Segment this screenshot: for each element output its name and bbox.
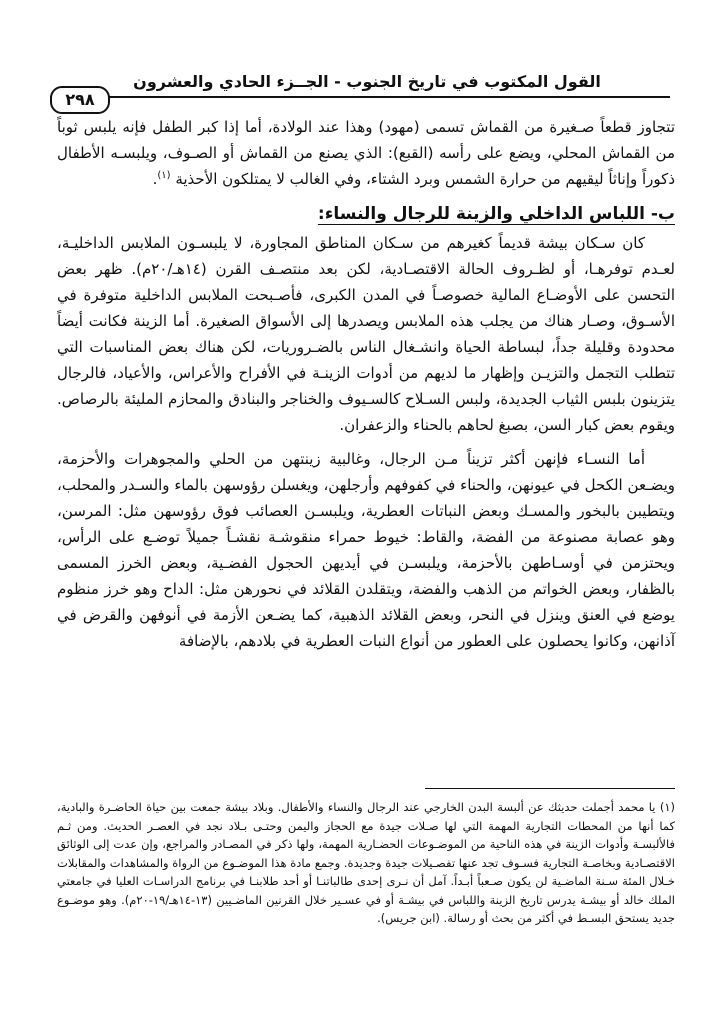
- header-rule: [50, 96, 670, 98]
- paragraph-gap: [57, 438, 675, 446]
- paragraph-1-end: .: [152, 170, 158, 188]
- paragraph-1: [57, 114, 675, 192]
- page-number: ٢٩٨: [50, 86, 110, 114]
- footnote-ref-1: (١): [157, 170, 171, 181]
- paragraph-2: كان سـكان بيشة قديماً كغيرهم من سـكان المناطق المجاورة، لا يلبسـون الملابس الداخليـة، لعـدم توفرهـا، أو لظـروف الحالة الاقتصـادية، لكن بعد منتصـف القرن (١٤هـ/٢٠م). ظهر بعض التحسن على الأوضـاع المالية خصوصـاً في المدن الكبرى، فأصـبحت الملابس الداخلية متوفرة في الأسـوق، وصـار هناك من يجلب هذه الملابس ويصدرها إلى الأسواق الصغيرة. أما الزينة فكانت أيضاً محدودة وقليلة جداً، لبساطة الحياة وانشـغال الناس بالضـروريات، لكن هناك بعض المناسبات التي تتطلب التجمل والتزيـن وإظهار ما لديهم من أدوات الزينـة في الأفراح والأعراس، والأعياد، فالرجال يتزينون بلبس الثياب الجديدة، ولبس السـلاح كالسـيوف والخناجر والبنادق والمحازم المليئة بالرصاص. ويقوم بعض كبار السن، بصبغ لحاهم بالحناء والزعفران.: [57, 234, 675, 434]
- running-header-title: القول المكتوب في تاريخ الجنوب - الجــزء الحادي والعشرون: [133, 72, 601, 91]
- footnote-1: (١) يا محمد أجملت حديثك عن ألبسة البدن الخارجي عند الرجال والنساء والأطفال. وبلاد بيشة جمعت بين حياة الحاضـرة والبادية، كما أنها من المحطات التجارية المهمة التي لها صـلات جيدة مع الحجاز واليمن وحتـى بـلاد نجد في العصـر الحديث. ومن ثـم فالألبسـة وأدوات الزينة في هذه الناحية من الموضـوعات الحضـارية المهمة، ولها ذكر في المصـادر والمراجع، وإن عدت إلى الوثائق الاقتصـادية وبخاصـة التجارية فسـوف تجد عنها تفصـيلات جيدة وجديدة. وجمع مادة هذا الموضـوع من الرواة والمشاهدات والمقابلات خـلال المئة سـنة الماضـية لن يكون صـعباً أبـداً. آمل أن نـرى إحدى طالباتنـا أو أحد طلابنـا في برنامج الدراسـات العليا في جامعتي الملك خالد أو بيشـة يدرس تاريخ الزينة واللباس في بيشـة أو في عسـير خلال القرنين الماضـيين (١٣-١٤هـ/١٩-٢٠م). وهو موضـوع جديد يستحق البسـط في أكثر من بحث أو رسالة. (ابن جريس).: [57, 800, 676, 925]
- footnotes: [57, 798, 675, 928]
- paragraph-1-text: تتجاوز قطعاً صـغيرة من القماش تسمى (مهود) وهذا عند الولادة، أما إذا كبر الطفل فإنه يلبس ثوباً من القماش المحلي، ويضع على رأسه (القبع): الذي يصنع من القماش أو الصـوف، ويلبسـه الأطفال ذكوراً وإناثاً ليقيهم من حرارة الشمس وبرد الشتاء، وفي الغالب لا يمتلكون الأحذية: [57, 118, 675, 188]
- paragraph-3: أما النسـاء فإنهن أكثر تزيناً مـن الرجال، وغالبية زينتهن من الحلي والمجوهرات والأحزمة، ويضـعن الكحل في عيونهن، والحناء في كفوفهم وأرجلهن، ويغسلن رؤوسهن بالماء والسـدر والمحلب، ويتطيبن بالبخور والمسـك وبعض النباتات العطرية، ويلبسـن العصائب فوق رؤوسهن مثل: المرسن، وهو عصابة مصنوعة من الفضة، والقاط: خيوط حمراء منقوشـة نقشـاً جميلاً توضـع على الرأس، ويحتزمن في أوسـاطهن بالأحزمة، ويلبسـن في أيديهن الحجول الفضـية، وبعض الخرز المسمى بالظفار، وبعض الخواتم من الذهب والفضة، ويتقلدن القلائد في نحورهن مثل: الداح وهو خرز منظوم يوضع في العنق وينزل في النحر، وبعض القلائد الذهبية، كما يضـعن الأزمة في أنوفهن والقرض في آذانهن، وكانوا يحصلون على العطور من أنواع النبات العطرية في بلادهم، بالإضافة: [57, 450, 675, 650]
- section-heading-text: ب- اللباس الداخلي والزينة للرجال والنساء:: [317, 204, 675, 224]
- section-heading: [57, 200, 675, 228]
- main-text: [57, 114, 675, 654]
- footnote-rule: [425, 788, 675, 789]
